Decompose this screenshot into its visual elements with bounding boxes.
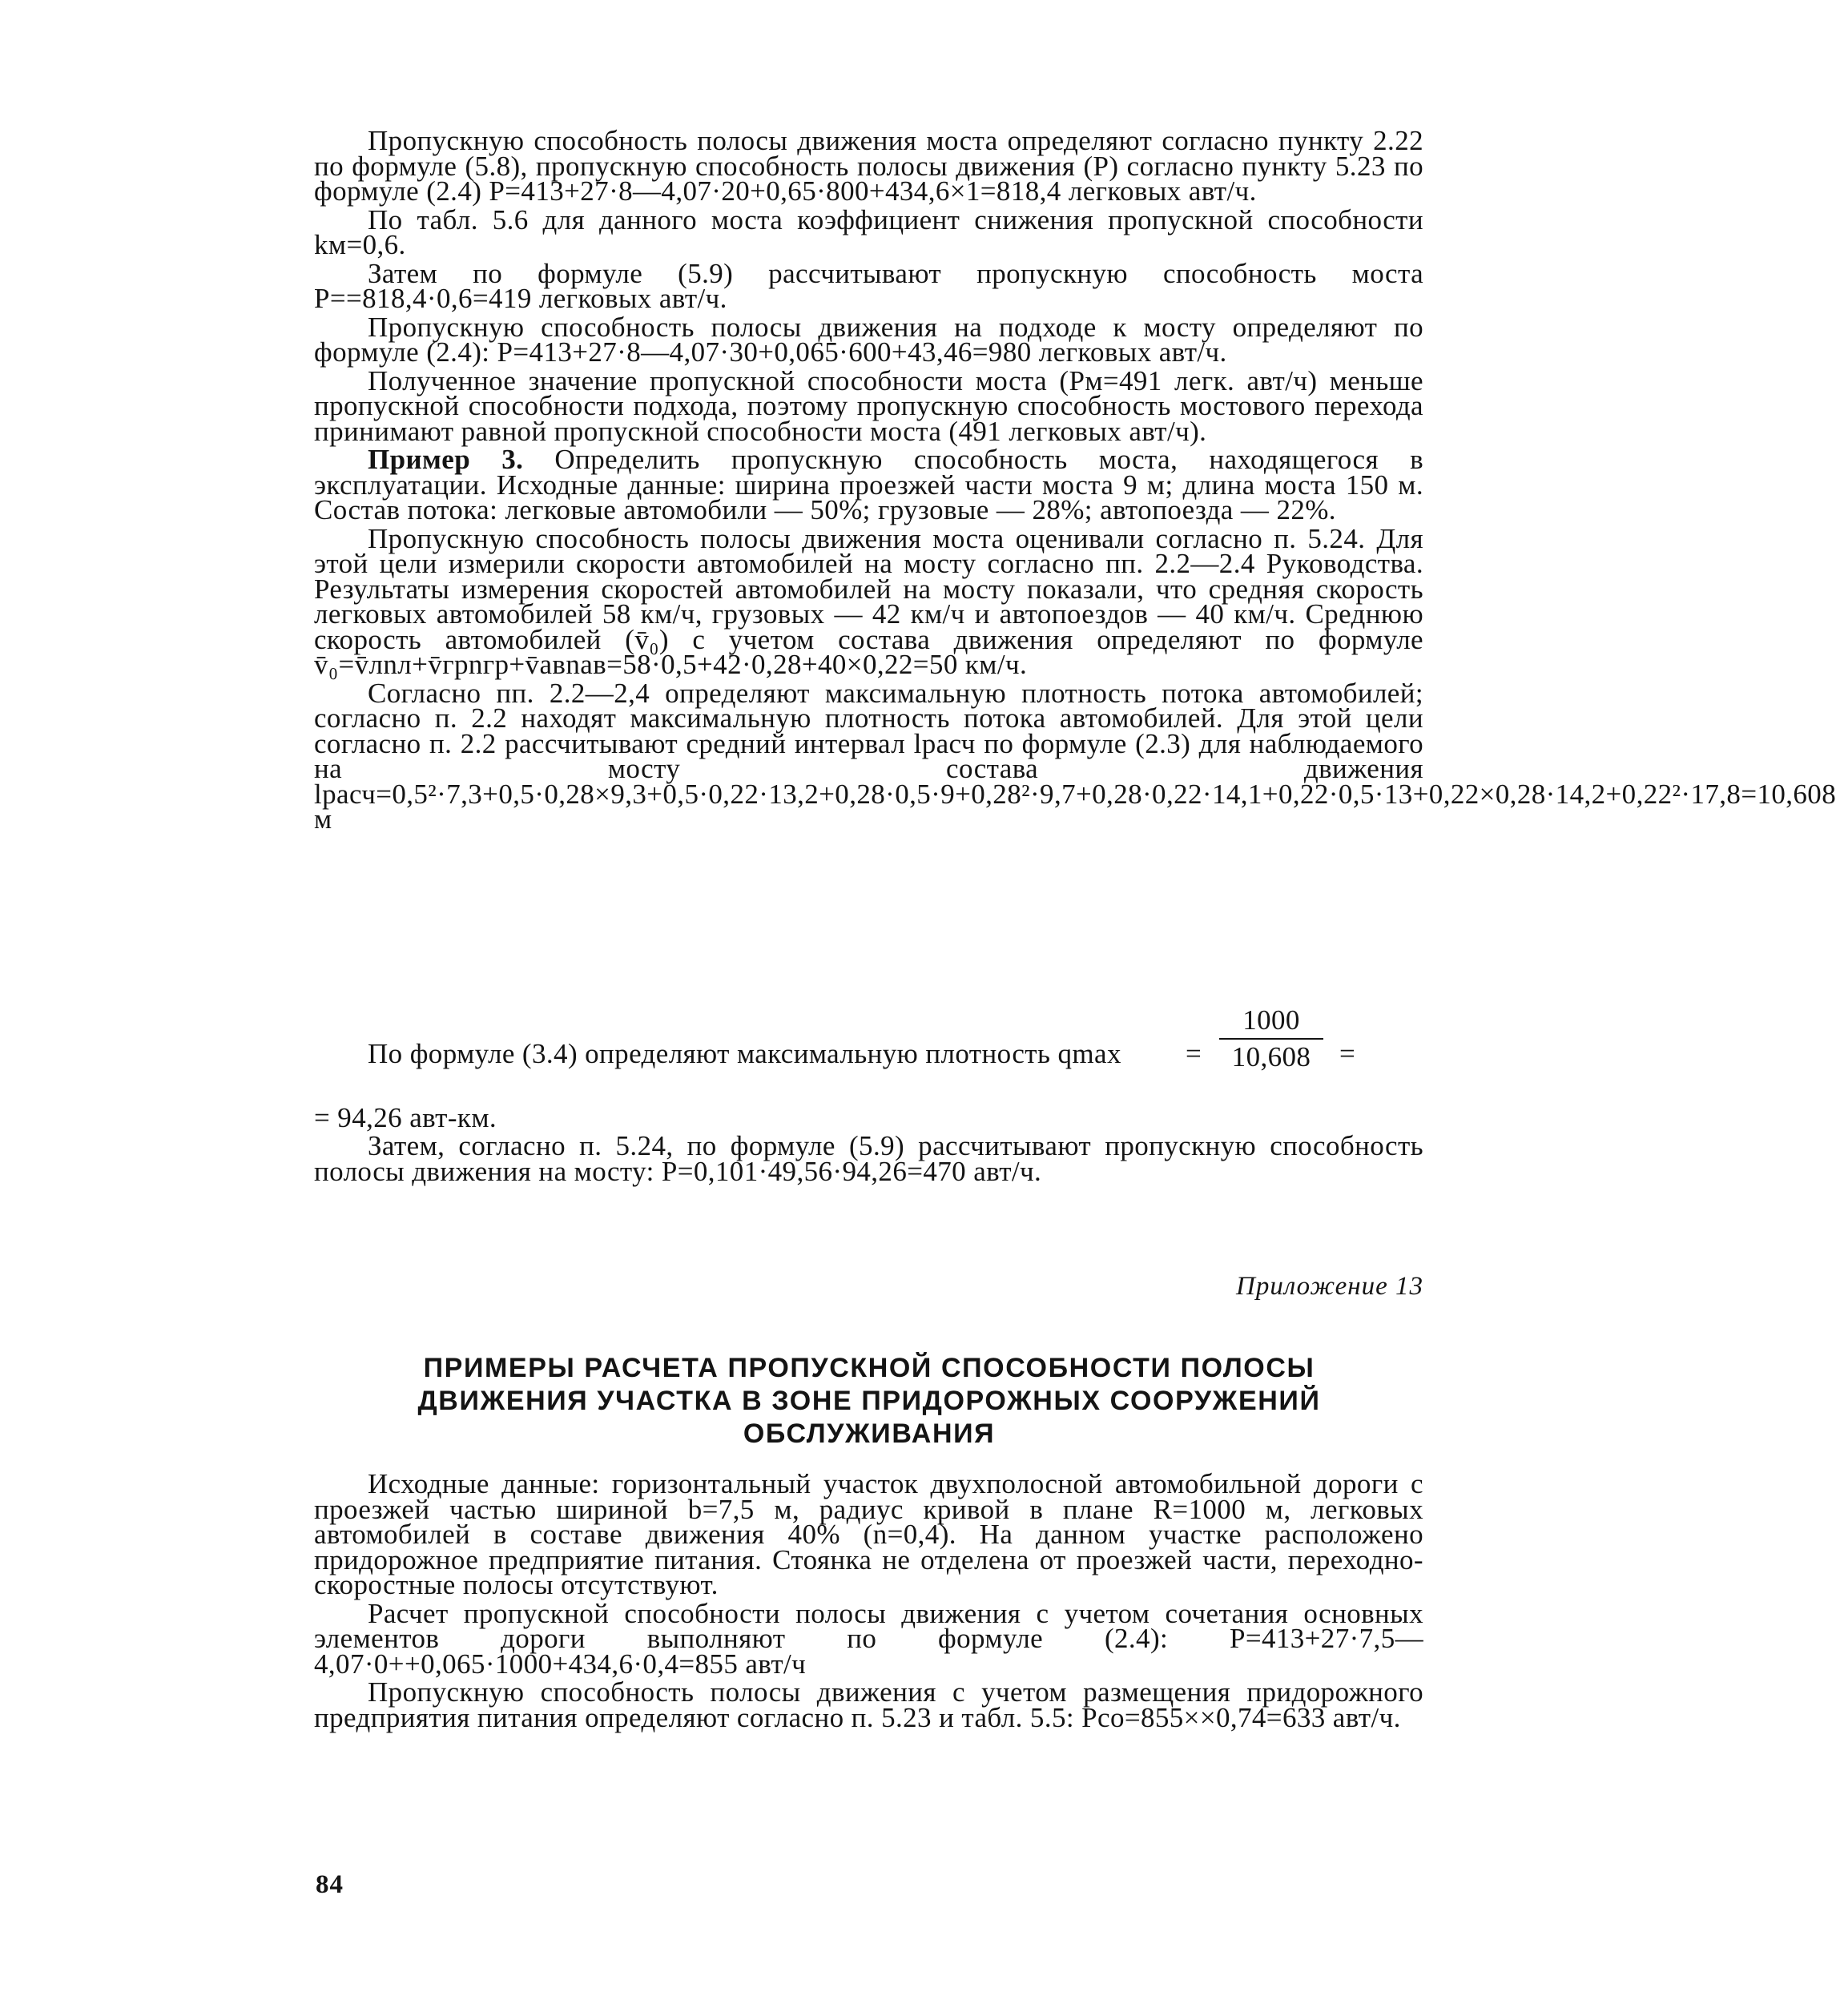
qmax-fraction	[1219, 1003, 1323, 1075]
example-3-text: Определить пропускную способность моста, находящегося в эксплуатации. Исходные данные: ширина проезжей части моста 9 м; длина моста 150 м. Состав потока: легковые автомобили — 50%; грузовые — 28%; автопоезда — 22%.	[314, 444, 1423, 525]
example-3-lead: Пример 3.	[368, 444, 524, 475]
paragraph-example-3	[314, 444, 1423, 525]
appendix-label: Приложение 13	[1236, 1272, 1423, 1301]
qmax-equals-sign-trailing: =	[1339, 1038, 1356, 1069]
paragraph-road-elements-capacity: Расчет пропускной способности полосы движения с учетом сочетания основных элементов дороги выполняют по формуле (2.4): P=413+27·7,5—4,07·0++0,065·1000+434,6·0,4=855 авт/ч	[314, 1597, 1423, 1680]
paragraph-initial-data: Исходные данные: горизонтальный участок двухполосной автомобильной дороги с проезжей частью шириной b=7,5 м, радиус кривой в плане R=1000 м, легковых автомобилей в составе движения 40% (n=0,4). На данном участке расположено придорожное предприятие питания. Стоянка не отделена от проезжей части, переходно-скоростные полосы отсутствуют.	[314, 1468, 1423, 1600]
qmax-formula-text: По формуле (3.4) определяют максимальную плотность qmax	[368, 1038, 1121, 1069]
paragraph-reduction-coefficient: По табл. 5.6 для данного моста коэффициент снижения пропускной способности kм=0,6.	[314, 203, 1423, 260]
section-heading-block	[360, 1352, 1378, 1451]
paragraph-approach-capacity: Пропускную способность полосы движения на подходе к мосту определяют по формуле (2.4): P=413+27·8—4,07·30+0,065·600+43,46=980 легковых авт/ч.	[314, 311, 1423, 368]
qmax-formula-line	[314, 1004, 1423, 1072]
qmax-result-line: = 94,26 авт-км.	[314, 1101, 497, 1133]
qmax-equals-sign: =	[1186, 1038, 1202, 1069]
section-title: ПРИМЕРЫ РАСЧЕТА ПРОПУСКНОЙ СПОСОБНОСТИ ПОЛОСЫ ДВИЖЕНИЯ УЧАСТКА В ЗОНЕ ПРИДОРОЖНЫХ СООРУЖЕНИЙ ОБСЛУЖИВАНИЯ	[417, 1353, 1321, 1449]
appendix-label-block	[314, 1272, 1423, 1301]
qmax-denominator: 10,608	[1231, 1041, 1311, 1072]
paragraph-bridge-crossing-conclusion: Полученное значение пропускной способности моста (Pм=491 легк. авт/ч) меньше пропускной способности подхода, поэтому пропускную способность мостового перехода принимают равной пропускной способности моста (491 легковых авт/ч).	[314, 364, 1423, 447]
qmax-formula-block	[314, 1004, 1423, 1187]
page-number: 84	[316, 1870, 344, 1899]
paragraph-roadside-facility-capacity: Пропускную способность полосы движения с учетом размещения придорожного предприятия питания определяют согласно п. 5.23 и табл. 5.5: Pсо=855××0,74=633 авт/ч.	[314, 1676, 1423, 1733]
bottom-text-block	[314, 1468, 1423, 1733]
paragraph-speed-measurement: Пропускную способность полосы движения моста оценивали согласно п. 5.24. Для этой цели измерили скорости автомобилей на мосту согласно пп. 2.2—2.4 Руководства. Результаты измерения скоростей автомобилей на мосту показали, что средняя скорость легковых автомобилей 58 км/ч, грузовых — 42 км/ч и автопоездов — 40 км/ч. Среднюю скорость автомобилей (v̄₀) с учетом состава движения определяют по формуле v̄₀=v̄лnл+v̄грnгр+v̄авnав=58·0,5+42·0,28+40×0,22=50 км/ч.	[314, 522, 1423, 680]
paragraph-bridge-lane-capacity: Пропускную способность полосы движения моста определяют согласно пункту 2.22 по формуле (5.8), пропускную способность полосы движения (P) согласно пункту 5.23 по формуле (2.4) P=413+27·8—4,07·20+0,65·800+434,6×1=818,4 легковых авт/ч.	[314, 125, 1423, 207]
paragraph-lane-capacity-on-bridge: Затем, согласно п. 5.24, по формуле (5.9) рассчитывают пропускную способность полосы движения на мосту: P=0,101·49,56·94,26=470 авт/ч.	[314, 1130, 1423, 1187]
paragraph-bridge-capacity-formula: Затем по формуле (5.9) рассчитывают пропускную способность моста P==818,4·0,6=419 легковых авт/ч.	[314, 257, 1423, 314]
paragraph-density-interval: Согласно пп. 2.2—2,4 определяют максимальную плотность потока автомобилей; согласно п. 2.2 находят максимальную плотность потока автомобилей. Для этой цели согласно п. 2.2 рассчитывают средний интервал lрасч по формуле (2.3) для наблюдаемого на мосту состава движения lрасч=0,5²·7,3+0,5·0,28×9,3+0,5·0,22·13,2+0,28·0,5·9+0,28²·9,7+0,28·0,22·14,1+0,22·0,5·13+0,22×0,28·14,2+0,22²·17,8=10,608 м	[314, 677, 1836, 835]
qmax-numerator: 1000	[1242, 1004, 1300, 1036]
top-text-block	[314, 125, 1836, 835]
